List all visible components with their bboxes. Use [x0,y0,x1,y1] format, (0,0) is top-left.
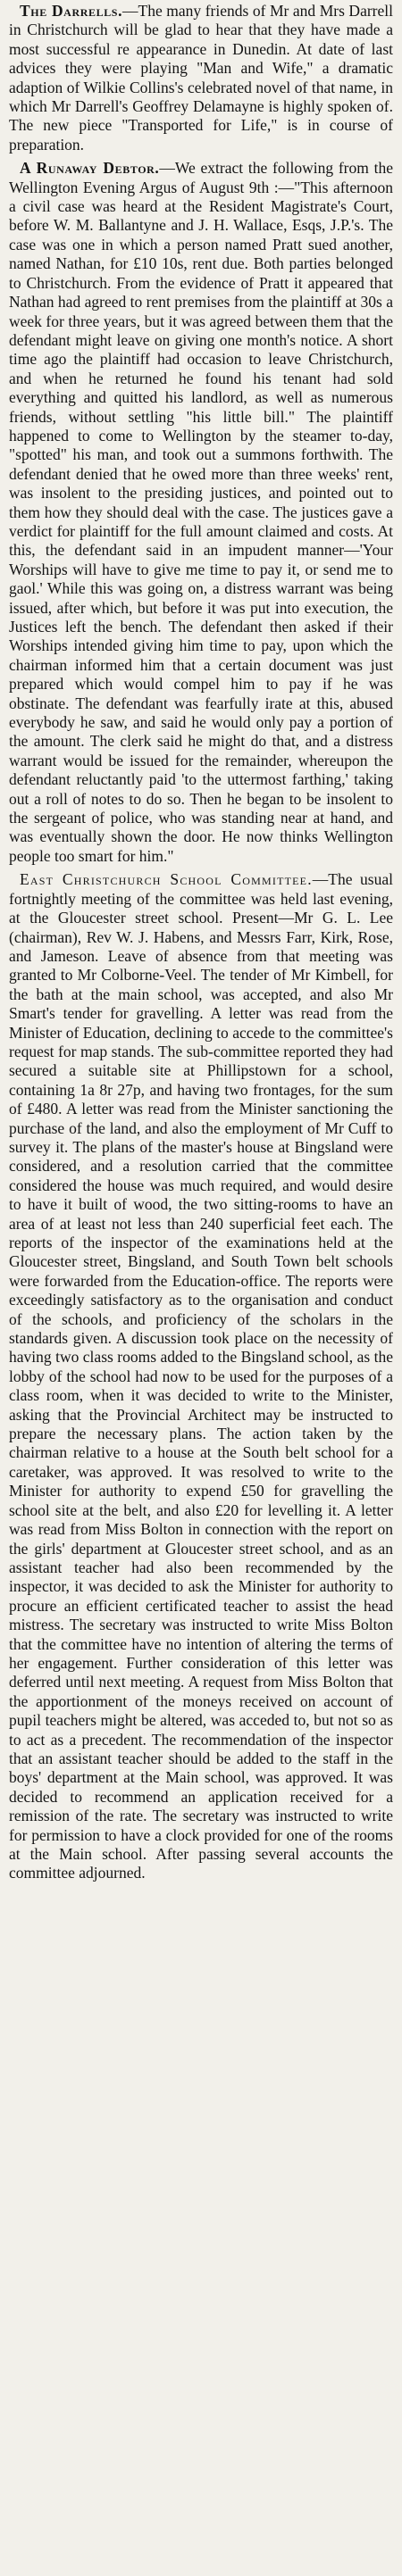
article-heading: A Runaway Debtor. [20,159,160,178]
article-runaway-debtor [9,159,393,866]
article-school-committee [9,870,393,1883]
article-heading: East Christchurch School Committee. [20,870,313,889]
article-heading: The Darrells. [20,2,123,20]
article-body: —We extract the following from the Wellington Evening Argus of August 9th :—"This afternoon a civil case was heard at the Resident Magistrate's Court, before W. M. Ballantyne and J. H. Wallace, Esqs, J.P.'s. The case was one in which a person named Pratt sued another, named Nathan, for £10 10s, rent due. Both parties belonged to Christchurch. From the evidence of Pratt it appeared that Nathan had agreed to rent premises from the plaintiff at 30s a week for three years, but it was agreed between them that the defendant might leave on giving one month's notice. A short time ago the plaintiff had occasion to leave Christchurch, and when he returned he found his tenant had sold everything and quitted his landlord, as well as numerous friends, without settling "his little bill." The plaintiff happened to come to Wellington by the steamer to-day, "spotted" his man, and took out a summons forthwith. The defendant denied that he owed more than three weeks' rent, was insolent to the presiding justices, and pointed out to them how they should deal with the case. The justices gave a verdict for plaintiff for the full amount claimed and costs. At this, the defendant said in an impudent manner—'Your Worships will have to give me time to pay it, or send me to gaol.' While this was going on, a distress warrant was being issued, after which, but before it was put into execution, the Justices left the bench. The defendant then asked if their Worships intended giving him time to pay, upon which the chairman informed him that a certain document was just prepared which would compel him to pay if he was obstinate. The defendant was fearfully irate at this, abused everybody he saw, and said he would only pay a portion of the amount. The clerk said he might do that, and a distress warrant would be issued for the remainder, whereupon the defendant reluctantly paid 'to the uttermost farthing,' taking out a roll of notes to do so. Then he began to be insolent to the sergeant of police, who was standing near at hand, and was eventually shown the door. He now thinks Wellington people too smart for him." [9,159,393,865]
article-body: —The usual fortnightly meeting of the committee was held last evening, at the Gloucester street school. Present—Mr G. L. Lee (chairman), Rev W. J. Habens, and Messrs Farr, Kirk, Rose, and Jameson. Leave of absence from that meeting was granted to Mr Colborne-Veel. The tender of Mr Kimbell, for the bath at the main school, was accepted, and also Mr Smart's tender for gravelling. A letter was read from the Minister of Education, declining to accede to the committee's request for map stands. The sub-committee reported they had secured a suitable site at Phillipstown for a school, containing 1a 8r 27p, and having two frontages, for the sum of £480. A letter was read from the Minister sanctioning the purchase of the land, and also the employment of Mr Cuff to survey it. The plans of the master's house at Bingsland were considered, and a resolution carried that the committee considered the house was much required, and would desire to have it built of wood, the two sitting-rooms to have an area of at least not less than 240 superficial feet each. The reports of the inspector of the examinations held at the Gloucester street, Bingsland, and South Town belt schools were forwarded from the Education-office. The reports were exceedingly satisfactory as to the organisation and conduct of the schools, and proficiency of the scholars in the standards given. A discussion took place on the necessity of having two class rooms added to the Bingsland school, as the lobby of the school had now to be used for the purposes of a class room, when it was decided to write to the Minister, asking that the Provincial Architect may be instructed to prepare the necessary plans. The action taken by the chairman relative to a house at the South belt school for a caretaker, was approved. It was resolved to write to the Minister for authority to expend £50 for gravelling the school site at the belt, and also £20 for levelling it. A letter was read from Miss Bolton in connection with the report on the girls' department at Gloucester street school, and as an assistant teacher had also been recommended by the inspector, it was decided to ask the Minister for authority to procure an efficient certificated teacher to assist the head mistress. The secretary was instructed to write Miss Bolton that the committee have no intention of altering the terms of her engagement. Further consideration of this letter was deferred until next meeting. A request from Miss Bolton that the apportionment of the moneys received on account of pupil teachers might be altered, was acceded to, but not so as to act as a precedent. The recommendation of the inspector that an assistant teacher should be added to the staff in the boys' department at the Main school, was approved. It was decided to recommend an application received for a remission of the rate. The secretary was instructed to write for permission to have a clock provided for one of the rooms at the Main school. After passing several accounts the committee adjourned. [9,870,393,1882]
article-body: —The many friends of Mr and Mrs Darrell in Christchurch will be glad to hear that they have made a most successful re appearance in Dunedin. At date of last advices they were playing "Man and Wife," a dramatic adaption of Wilkie Collins's celebrated novel of that name, in which Mr Darrell's Geoffrey Delamayne is highly spoken of. The new piece "Transported for Life," is in course of preparation. [9,2,393,154]
article-darrells [9,2,393,154]
